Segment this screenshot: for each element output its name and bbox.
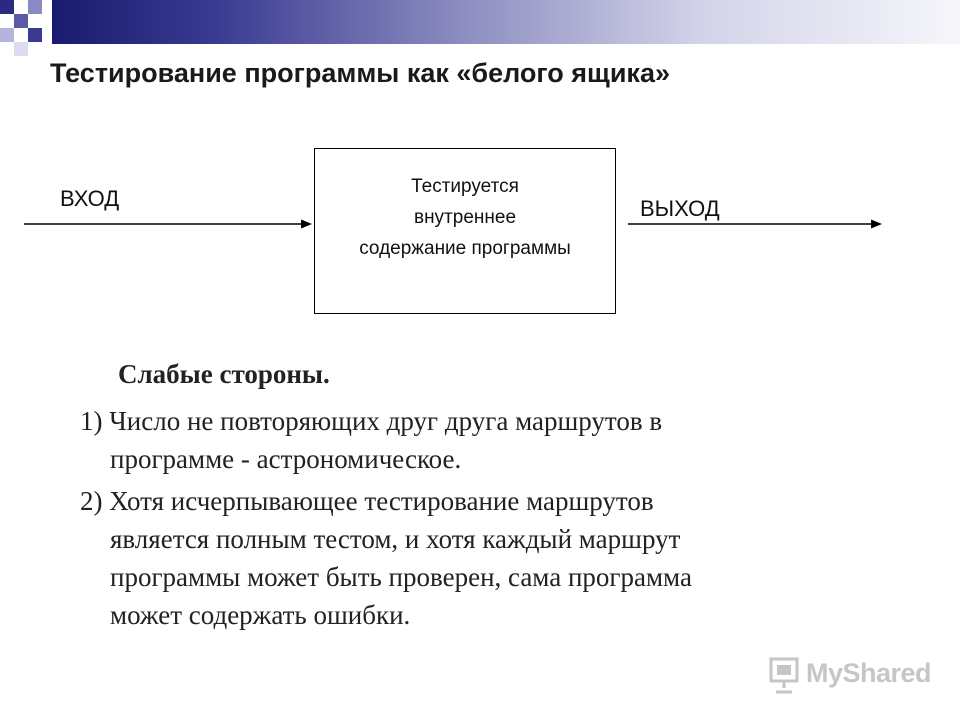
list-item — [80, 402, 860, 478]
input-label: ВХОД — [60, 186, 120, 211]
watermark-logo — [768, 656, 932, 696]
list-item-line: 1) Число не повторяющих друг друга маршрутов в — [80, 406, 663, 436]
input-arrowhead — [301, 220, 312, 229]
output-label: ВЫХОД — [640, 196, 720, 221]
list-item-line: может содержать ошибки. — [110, 600, 411, 630]
presentation-screen-icon — [768, 656, 802, 696]
slide-title: Тестирование программы как «белого ящика» — [50, 58, 670, 88]
list-item — [80, 482, 860, 634]
weaknesses-heading: Слабые стороны. — [118, 359, 330, 389]
box-line: Тестируется — [411, 176, 519, 197]
program-box — [314, 148, 616, 314]
program-box-text — [315, 171, 615, 264]
box-line: содержание программы — [359, 238, 571, 259]
list-item-line: программе - астрономическое. — [110, 444, 462, 474]
output-arrowhead — [871, 220, 882, 229]
list-item-line: является полным тестом, и хотя каждый маршрут — [110, 524, 681, 554]
watermark-text: MyShared — [806, 658, 932, 688]
list-item-line: программы может быть проверен, сама программа — [110, 562, 692, 592]
box-line: внутреннее — [413, 207, 517, 228]
list-item-line: 2) Хотя исчерпывающее тестирование маршрутов — [80, 486, 654, 516]
